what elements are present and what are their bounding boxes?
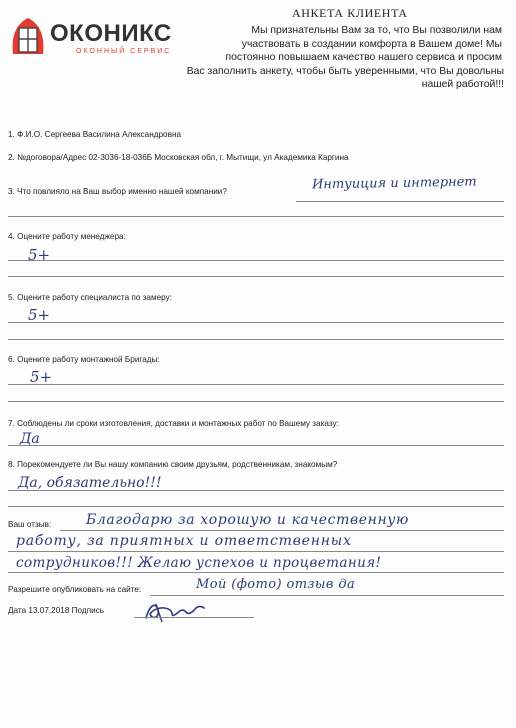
answer-line (8, 216, 504, 217)
review-text-line: Благодарю за хорошую и качественную (86, 512, 409, 528)
answer-line (8, 506, 504, 507)
window-logo-icon (10, 14, 46, 58)
intro-text (172, 24, 502, 92)
date-signature-label: Дата 13.07.2018 Подпись (8, 606, 105, 615)
answer-line (60, 530, 504, 531)
answer-line (8, 445, 504, 446)
intro-line: участвовать в создании комфорта в Вашем доме! Мы (241, 38, 502, 50)
answer-8: Да, обязательно!!! (18, 475, 162, 491)
form-title: АНКЕТА КЛИЕНТА (292, 6, 408, 20)
answer-line (8, 339, 504, 340)
answer-3: Интуиция и интернет (311, 174, 477, 193)
answer-line (296, 201, 504, 202)
answer-line (8, 401, 504, 402)
answer-line (8, 322, 504, 323)
publish-answer: Мой (фото) отзыв да (196, 577, 356, 592)
answer-line (8, 260, 504, 261)
question-2-address: 2. №договора/Адрес 02-3036-18-036Б Московская обл, г. Мытищи, ул Академика Каргина (8, 153, 349, 162)
intro-line: Вас заполнить анкету, чтобы быть уверенными, что Вы довольны нашей работой!!! (186, 65, 504, 90)
answer-line (8, 572, 504, 573)
answer-4: 5+ (28, 246, 51, 264)
brand-name: ОКОНИКС (50, 20, 172, 47)
question-3: 3. Что повлияло на Ваш выбор именно нашей компании? (8, 187, 227, 196)
question-8: 8. Порекомендуете ли Вы нашу компанию своим друзьям, родственникам, знакомым? (8, 460, 338, 469)
question-5: 5. Оцените работу специалиста по замеру: (8, 293, 172, 302)
answer-5: 5+ (28, 306, 51, 324)
company-logo (10, 14, 190, 64)
intro-line: Мы признательны Вам за то, что Вы позволили нам (251, 25, 502, 36)
answer-line (8, 276, 504, 277)
answer-line (8, 384, 504, 385)
answer-7: Да (20, 431, 40, 447)
question-1-fio: 1. Ф.И.О. Сергеева Василина Александровна (8, 130, 182, 139)
brand-tagline: ОКОННЫЙ СЕРВИС (76, 48, 172, 55)
publish-label: Разрешите опубликовать на сайте: (8, 585, 142, 594)
answer-line (150, 595, 504, 596)
review-text-line: сотрудников!!! Желаю успехов и процветания! (16, 555, 382, 571)
review-text-line: работу, за приятных и ответственных (16, 533, 352, 549)
answer-line (8, 490, 504, 491)
answer-line (8, 551, 504, 552)
question-7: 7. Соблюдены ли сроки изготовления, доставки и монтажных работ по Вашему заказу: (8, 419, 339, 428)
answer-6: 5+ (30, 368, 53, 386)
signature-icon (140, 598, 210, 624)
signature-line (134, 617, 254, 618)
question-4: 4. Оцените работу менеджера: (8, 232, 126, 241)
question-6: 6. Оцените работу монтажной Бригады: (8, 355, 160, 364)
review-label: Ваш отзыв: (8, 520, 52, 529)
intro-line: постоянно повышаем качество нашего сервиса и просим (225, 52, 502, 63)
